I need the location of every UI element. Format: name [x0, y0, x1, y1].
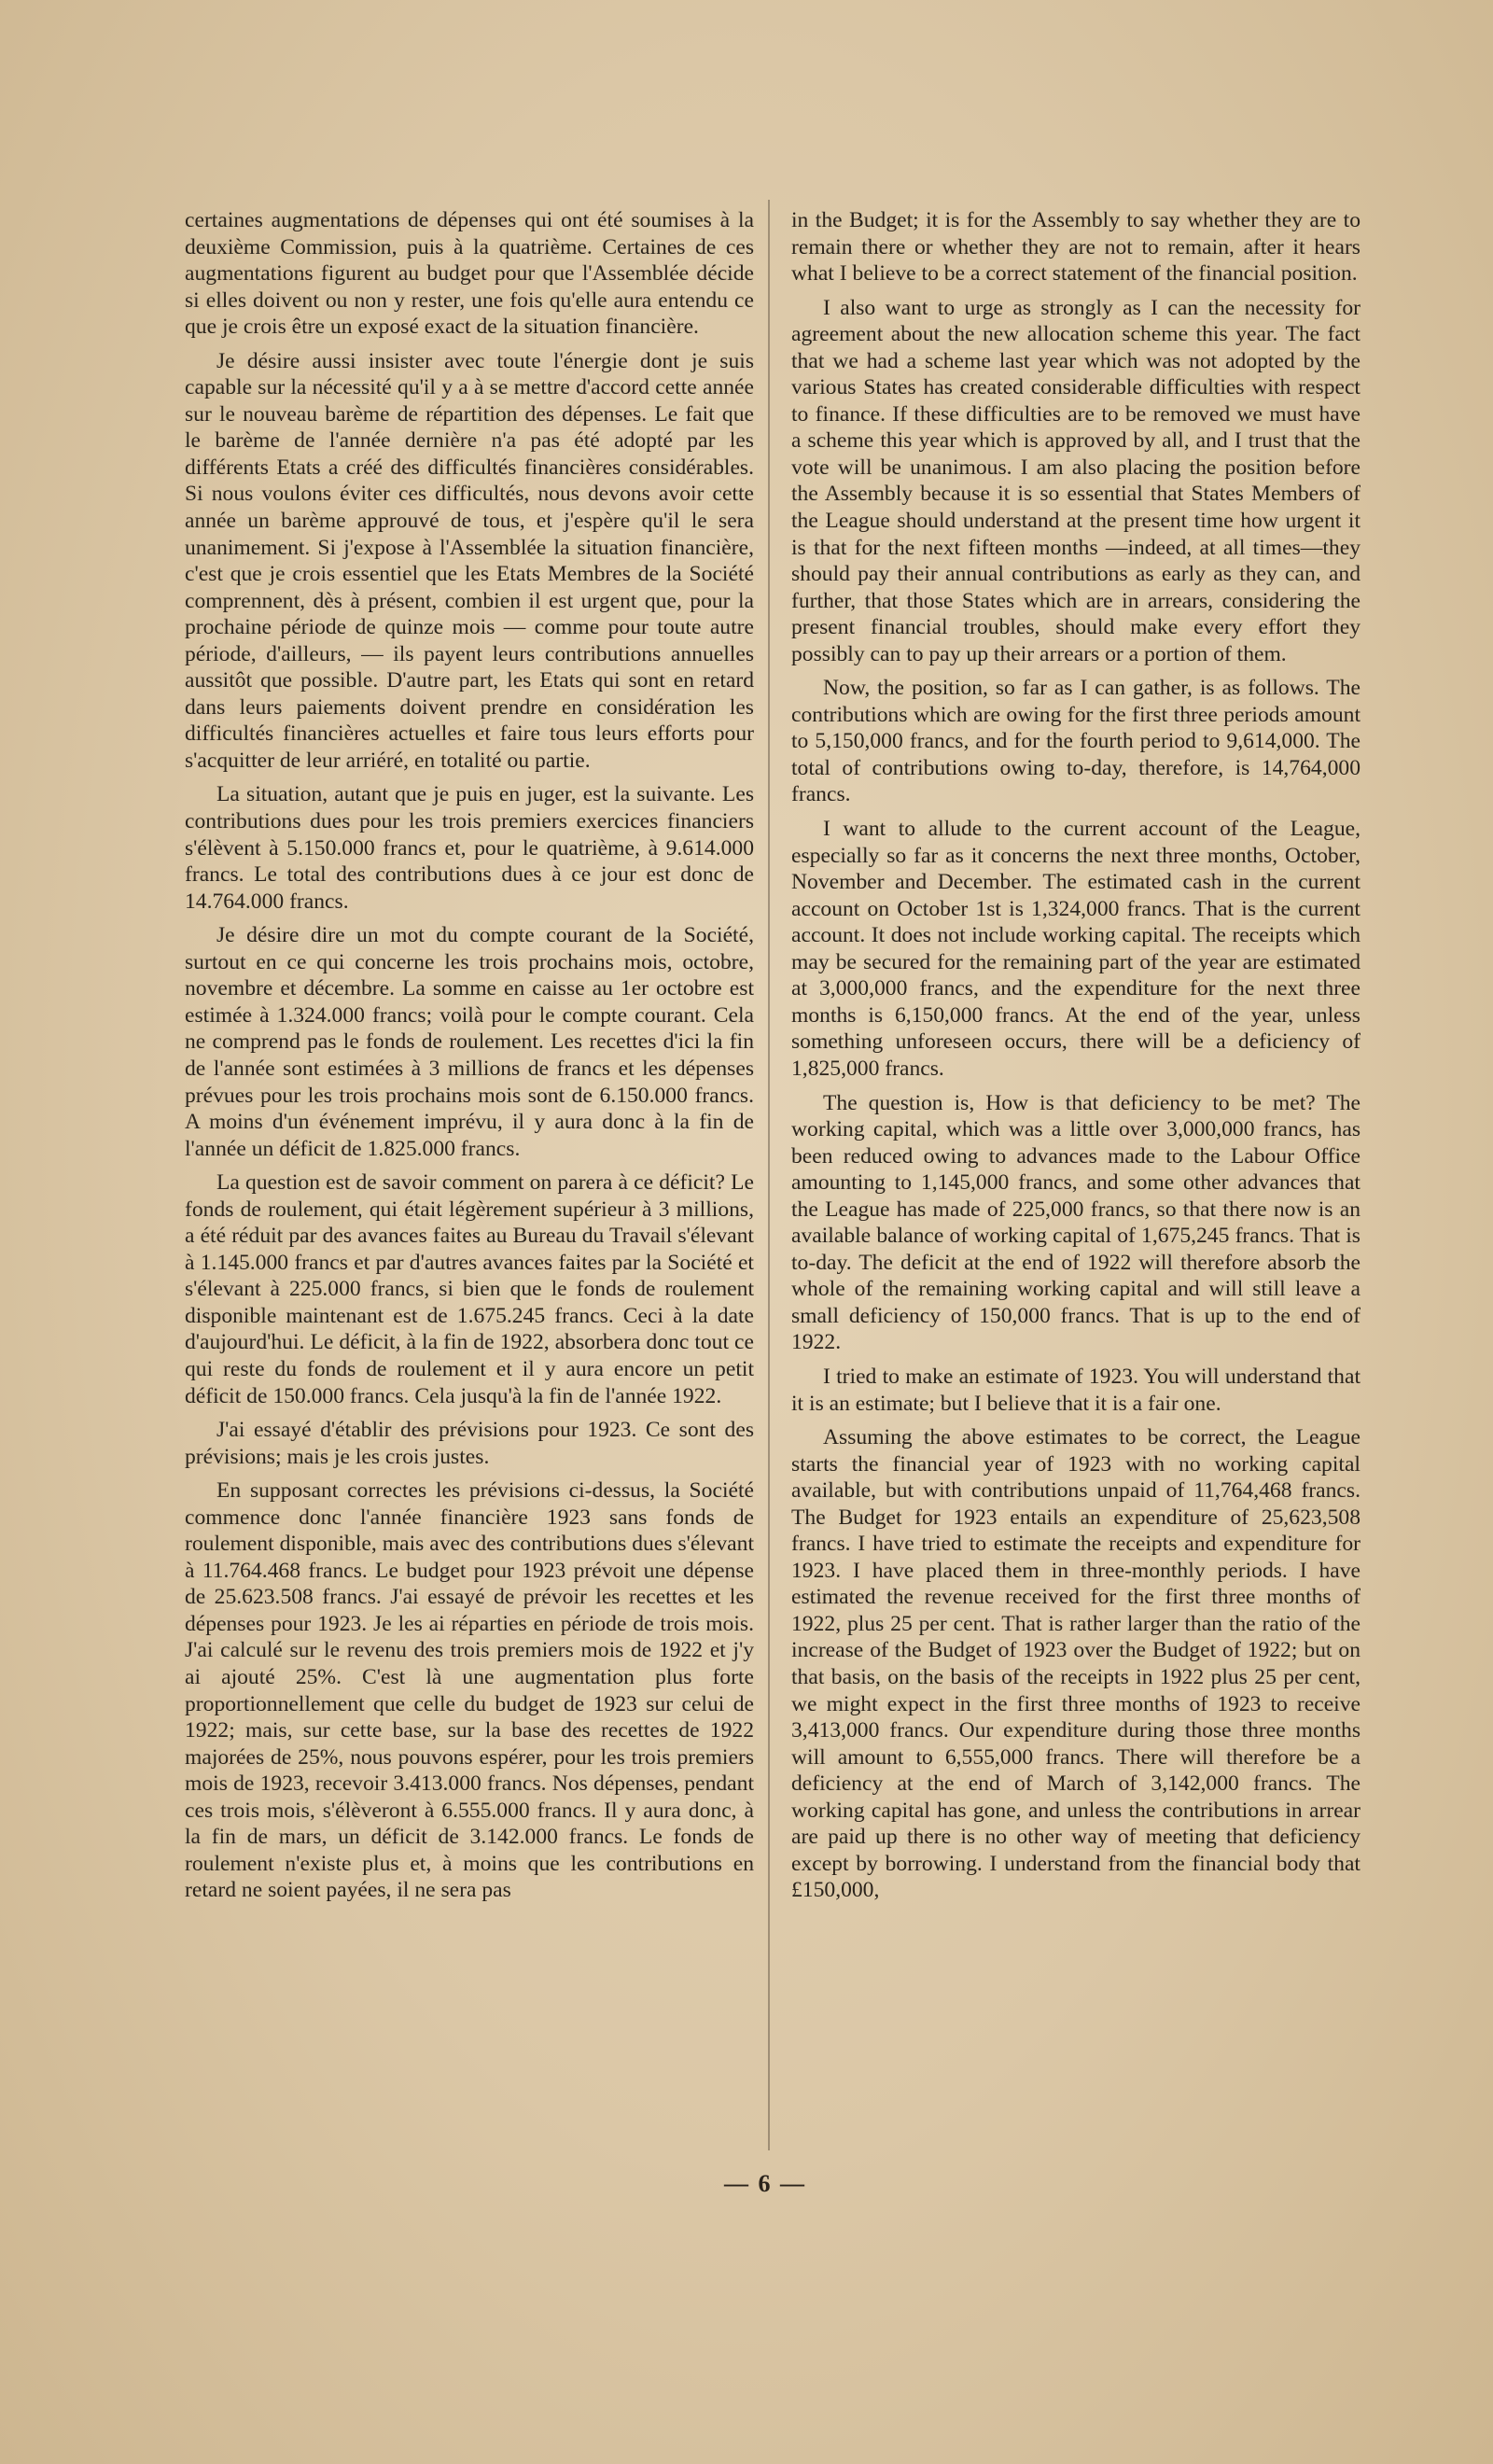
page-number: — 6 —	[724, 2170, 806, 2197]
english-paragraph: I also want to urge as strongly as I can the necessity for agreement about the new allocation scheme this year. The fact that we had a scheme last year which was not adopted by the various States has created considerable difficulties with respect to finance. If these difficulties are to be removed we must have a scheme this year which is approved by all, and I trust that the vote will be unanimous. I am also placing the position before the Assembly because it is so essential that States Members of the League should understand at the present time how urgent it is that for the next fifteen months —indeed, at all times—they should pay their annual contributions as early as they can, and further, that those States which are in arrears, considering the present financial troubles, should make every effort they possibly can to pay up their arrears or a portion of them.	[791, 295, 1360, 666]
english-paragraph: in the Budget; it is for the Assembly to say whether they are to remain there or whether they are not to remain, after it hears what I believe to be a correct statement of the financial position.	[791, 208, 1360, 287]
english-paragraph: Assuming the above estimates to be correct, the League starts the financial year of 1923 with no working capital available, but with contributions unpaid of 11,764,468 francs. The Budget for 1923 entails an expenditure of 25,623,508 francs. I have tried to estimate the receipts and expenditure for 1923. I have placed them in three-monthly periods. I have estimated the revenue received for the first three months of 1922, plus 25 per cent. That is rather larger than the ratio of the increase of the Budget of 1923 over the Budget of 1922; but on that basis, on the basis of the receipts in 1922 plus 25 per cent, we might expect in the first three months of 1923 to receive 3,413,000 francs. Our expenditure during those three months will amount to 6,555,000 francs. There will therefore be a deficiency at the end of March of 3,142,000 francs. The working capital has gone, and unless the contributions in arrear are paid up there is no other way of meeting that deficiency except by borrowing. I understand from the financial body that £150,000,	[791, 1425, 1360, 1903]
french-paragraph: certaines augmentations de dépenses qui ont été soumises à la deuxième Commission, puis à la quatrième. Certaines de ces augmentations figurent au budget pour que l'Assemblée décide si elles doivent ou non y rester, une fois qu'elle aura entendu ce que je crois être un exposé exact de la situation financière.	[185, 208, 754, 340]
french-paragraph: En supposant correctes les prévisions ci-dessus, la Société commence donc l'année financière 1923 sans fonds de roulement disponible, mais avec des contributions dues s'élevant à 11.764.468 francs. Le budget pour 1923 prévoit une dépense de 25.623.508 francs. J'ai essayé de prévoir les recettes et les dépenses pour 1923. Je les ai réparties en période de trois mois. J'ai calculé sur le revenu des trois premiers mois de 1922 et j'y ai ajouté 25%. C'est là une augmentation plus forte proportionnellement que celle du budget de 1923 sur celui de 1922; mais, sur cette base, sur la base des recettes de 1922 majorées de 25%, nous pouvons espérer, pour les trois premiers mois de 1923, recevoir 3.413.000 francs. Nos dépenses, pendant ces trois mois, s'élèveront à 6.555.000 francs. Il y aura donc, à la fin de mars, un déficit de 3.142.000 francs. Le fonds de roulement n'existe plus et, à moins que les contributions en retard ne soient payées, il ne sera pas	[185, 1478, 754, 1903]
french-paragraph: La situation, autant que je puis en juger, est la suivante. Les contributions dues pour les trois premiers exercices financiers s'élèvent à 5.150.000 francs et, pour le quatrième, à 9.614.000 francs. Le total des contributions dues à ce jour est donc de 14.764.000 francs.	[185, 782, 754, 914]
english-paragraph: The question is, How is that deficiency to be met? The working capital, which was a little over 3,000,000 francs, has been reduced owing to advances made to the Labour Office amounting to 1,145,000 francs, and some other advances that the League has made of 225,000 francs, so that there now is an available balance of working capital of 1,675,245 francs. That is to-day. The deficit at the end of 1922 will therefore absorb the whole of the remaining working capital and will still leave a small deficiency of 150,000 francs. That is up to the end of 1922.	[791, 1090, 1360, 1355]
english-column	[791, 207, 1360, 1904]
english-paragraph: Now, the position, so far as I can gather, is as follows. The contributions which are owing for the first three periods amount to 5,150,000 francs, and for the fourth period to 9,614,000. The total of contributions owing to-day, therefore, is 14,764,000 francs.	[791, 676, 1360, 807]
french-paragraph: La question est de savoir comment on parera à ce déficit? Le fonds de roulement, qui était légèrement supérieur à 3 millions, a été réduit par des avances faites au Bureau du Travail s'élevant à 1.145.000 francs et par d'autres avances faites par la Société et s'élevant à 225.000 francs, si bien que le fonds de roulement disponible maintenant est de 1.675.245 francs. Ceci à la date d'aujourd'hui. Le déficit, à la fin de 1922, absorbera donc tout ce qui reste du fonds de roulement et il y aura encore un petit déficit de 150.000 francs. Cela jusqu'à la fin de l'année 1922.	[185, 1170, 754, 1408]
french-column	[185, 207, 754, 1904]
french-paragraph: Je désire dire un mot du compte courant de la Société, surtout en ce qui concerne les trois prochains mois, octobre, novembre et décembre. La somme en caisse au 1er octobre est estimée à 1.324.000 francs; voilà pour le compte courant. Cela ne comprend pas le fonds de roulement. Les recettes d'ici la fin de l'année sont estimées à 3 millions de francs et les dépenses prévues pour les trois prochains mois sont de 6.150.000 francs. A moins d'un événement imprévu, il y aura donc à la fin de l'année un déficit de 1.825.000 francs.	[185, 923, 754, 1161]
english-paragraph: I tried to make an estimate of 1923. You will understand that it is an estimate; but I believe that it is a fair one.	[791, 1364, 1360, 1416]
french-paragraph: Je désire aussi insister avec toute l'énergie dont je suis capable sur la nécessité qu'il y a à se mettre d'accord cette année sur le nouveau barème de répartition des dépenses. Le fait que le barème de l'année dernière n'a pas été adopté par les différents Etats a créé des difficultés financières considérables. Si nous voulons éviter ces difficultés, nous devons avoir cette année un barème approuvé de tous, et j'espère qu'il le sera unanimement. Si j'expose à l'Assemblée la situation financière, c'est que je crois essentiel que les Etats Membres de la Société comprennent, dès à présent, combien il est urgent que, pour la prochaine période de quinze mois — comme pour toute autre période, d'ailleurs, — ils payent leurs contributions annuelles aussitôt que possible. D'autre part, les Etats qui sont en retard dans leurs paiements doivent prendre en considération les difficultés financières actuelles et faire tous leurs efforts pour s'acquitter de leur arriéré, en totalité ou partie.	[185, 348, 754, 773]
english-paragraph: I want to allude to the current account of the League, especially so far as it concerns the next three months, October, November and December. The estimated cash in the current account on October 1st is 1,324,000 francs. That is the current account. It does not include working capital. The receipts which may be secured for the remaining part of the year are estimated at 3,000,000 francs, and the expenditure for the next three months is 6,150,000 francs. At the end of the year, unless something unforeseen occurs, there will be a deficiency of 1,825,000 francs.	[791, 817, 1360, 1081]
column-divider	[768, 200, 770, 2150]
french-paragraph: J'ai essayé d'établir des prévisions pour 1923. Ce sont des prévisions; mais je les crois justes.	[185, 1418, 754, 1469]
